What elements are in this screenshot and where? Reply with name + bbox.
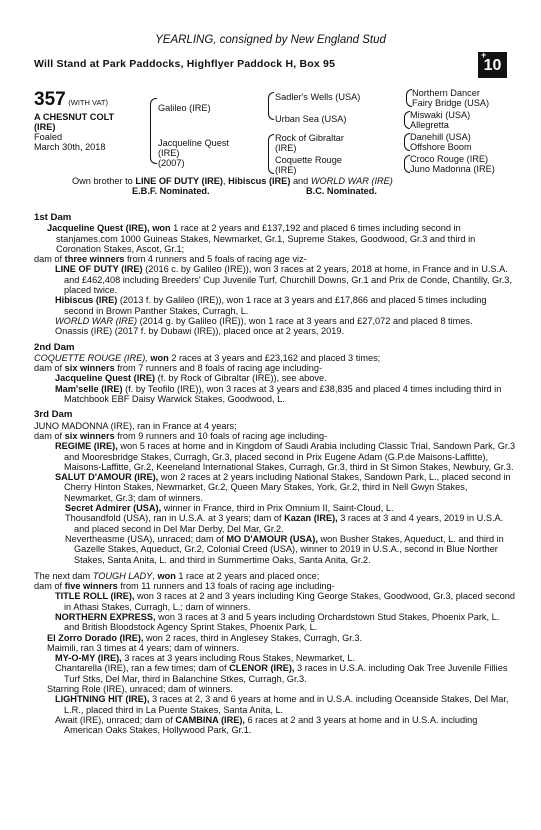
- ggsire-1: Northern Dancer: [412, 88, 480, 98]
- second-dam-name: COQUETTE ROUGE (IRE),: [34, 352, 148, 363]
- lot-number-row: [34, 90, 108, 110]
- produce-title-roll: [34, 591, 516, 612]
- produce-maimili: Maimili, ran 3 times at 4 years; dam of winners.: [47, 642, 239, 653]
- dam-sire-line1: Rock of Gibraltar: [275, 133, 344, 143]
- runners: from 9 runners and 10 foals of racing age including-: [117, 430, 328, 441]
- grandproduce-name: Kazan (IRE),: [284, 513, 338, 524]
- produce-world-war: [34, 316, 516, 326]
- produce-name: LINE OF DUTY (IRE): [55, 264, 143, 275]
- won-label: won: [150, 352, 169, 363]
- produce-text: (2013 f. by Galileo (IRE)), won 1 race at 3 years and £17,866 and placed 5 times including second in Brown Panther Stakes, Curragh, L.: [64, 295, 487, 316]
- produce-text: (f. by Teofilo (IRE)), won 3 races at 3 years and £38,835 and placed 4 times including third in Matchbook EBF Daisy Warwick Stakes, Goodwood, L.: [64, 383, 502, 405]
- produce-name: LIGHTNING HIT (IRE),: [55, 694, 150, 705]
- produce-name: CLENOR (IRE),: [229, 663, 295, 674]
- second-dam-intro: [34, 353, 516, 363]
- tough-lady-summary: [34, 581, 516, 591]
- lot-number: 357: [34, 89, 66, 110]
- first-dam-name: Jacqueline Quest (IRE),: [47, 223, 150, 234]
- produce-northern-express: [34, 612, 516, 633]
- tough-lady-name: TOUGH LADY: [92, 570, 153, 581]
- tough-lady-intro: [34, 571, 516, 581]
- own-brother-prefix: Own brother to: [72, 176, 133, 186]
- runners: from 7 runners and 8 foals of racing age including-: [117, 363, 323, 374]
- vat-note: (WITH VAT): [68, 98, 108, 107]
- runners: from 4 runners and 5 foals of racing age viz-: [126, 254, 307, 265]
- ggsire-2: Miswaki (USA): [410, 110, 471, 120]
- won-label: won: [157, 570, 176, 581]
- page-header: YEARLING, consigned by New England Stud: [155, 34, 386, 46]
- produce-text: won 2 races at 2 years including National Stakes, Sandown Park, L., placed second in Cherry Hinton Stakes, Newmarket, Gr.2, Queen Mary Stakes, York, Gr.2, third in Nell Gwyn Stakes, Newmarket, Gr.3; dam of winners.: [64, 472, 511, 503]
- ebf-nominated: E.B.F. Nominated.: [132, 186, 210, 196]
- foaled-date: March 30th, 2018: [34, 142, 106, 152]
- produce-name: NORTHERN EXPRESS,: [55, 611, 156, 622]
- produce-name: WORLD WAR (IRE): [55, 315, 138, 326]
- produce-text: Await (IRE), unraced; dam of: [55, 714, 173, 725]
- second-dam-heading: 2nd Dam: [34, 341, 75, 353]
- second-dam-text: 2 races at 3 years and £23,162 and placed 3 times;: [171, 352, 381, 363]
- produce-name: Jacqueline Quest (IRE): [55, 373, 156, 384]
- produce-text: won 5 races at home and in Kingdom of Saudi Arabia including Classic Trial, Sandown Park, Gr.3 and Mooresbridge Stakes, Curragh, Gr.3, placed second in Prix Eugene Adam (G.P.de Maisons-Laffitte), Maisons-Laffitte, Gr.2, Keeneland International Stakes, Curragh, Gr.3, third in St Simon Stakes, Newbury, Gr.3.: [64, 441, 516, 472]
- produce-salut: [34, 472, 516, 503]
- own-brother-line: [72, 176, 393, 187]
- tough-lady-pre: The next dam: [34, 570, 91, 581]
- produce-text: 6 races at 2 and 3 years at home and in U.S.A. including American Oaks Stakes, Hollywood Park, Gr.1.: [64, 714, 478, 736]
- dam-line2: (IRE): [158, 148, 180, 158]
- produce-name: REGIME (IRE),: [55, 441, 118, 452]
- dam-of: dam of: [34, 430, 63, 441]
- produce-starring-role: Starring Role (IRE), unraced; dam of winners.: [47, 684, 233, 695]
- produce-name: TITLE ROLL (IRE),: [55, 591, 135, 602]
- ggdam-4: Juno Madonna (IRE): [410, 164, 495, 174]
- third-dam-intro: JUNO MADONNA (IRE), ran in France at 4 years;: [34, 420, 237, 431]
- grandproduce-name: MO D'AMOUR (USA),: [226, 533, 318, 544]
- first-dam-summary: [34, 254, 516, 264]
- produce-name: CAMBINA (IRE),: [175, 714, 245, 725]
- ggdam-2: Allegretta: [410, 120, 449, 130]
- produce-regime: [34, 441, 516, 472]
- ggdam-3: Offshore Boom: [410, 142, 472, 152]
- second-dam-summary: [34, 363, 516, 373]
- produce-jacqueline: [34, 373, 516, 383]
- produce-nevertheasme: [34, 534, 516, 565]
- produce-lightning-hit: [34, 694, 516, 715]
- foaled-label: Foaled: [34, 132, 63, 142]
- produce-line-of-duty: [34, 264, 516, 295]
- produce-text: (2014 g. by Galileo (IRE)), won 1 race at 3 years and £27,072 and placed 8 times.: [139, 315, 473, 326]
- ggsire-4: Croco Rouge (IRE): [410, 154, 489, 164]
- produce-text: 3 races at 2, 3 and 6 years at home and in U.S.A. including Oceanside Stakes, Del Mar, L.R., placed third in La Puente Stakes, Santa Anita, L.: [64, 694, 509, 715]
- produce-el-zorro: [34, 633, 516, 643]
- dam-of: dam of: [34, 363, 63, 374]
- plus-mark-icon: +: [481, 50, 487, 60]
- grandproduce-name: Secret Admirer (USA),: [65, 503, 162, 514]
- pedigree-brace-main: [150, 98, 157, 164]
- sibling-3: WORLD WAR (IRE): [310, 176, 393, 186]
- produce-name: Mam'selle (IRE): [55, 383, 123, 394]
- produce-text: (2016 c. by Galileo (IRE)), won 3 races at 2 years, 2018 at home, in France and in U.S.A. and £462,408 including Breeders' Cup Juvenile Turf, Churchill Downs, Gr.1 and Prix de Conde, Chantilly, Gr.3, placed twice.: [64, 264, 512, 296]
- third-dam-heading: 3rd Dam: [34, 409, 73, 421]
- first-dam-text: 1 race at 2 years and £137,192 and placed 6 times including second in stanjames.com 1000 Guineas Stakes, Newmarket, Gr.1, Supreme Stakes, Goodwood, Gr.3 and third in Coronation Stakes, Ascot, Gr.1;: [56, 223, 476, 254]
- produce-text: (f. by Rock of Gibraltar (IRE)), see above.: [157, 373, 327, 384]
- runners: from 11 runners and 13 foals of racing age including-: [120, 581, 335, 592]
- won-label: won: [152, 223, 171, 234]
- produce-name: MY-O-MY (IRE),: [55, 653, 122, 664]
- produce-record: [34, 207, 516, 736]
- separator-2: and: [292, 176, 309, 186]
- produce-text: won 2 races, third in Anglesey Stakes, Curragh, Gr.3.: [146, 632, 363, 643]
- sibling-2: Hibiscus (IRE): [228, 176, 291, 186]
- produce-mamselle: [34, 384, 516, 405]
- winners-count: six winners: [64, 363, 115, 374]
- sire-sire: Sadler's Wells (USA): [275, 92, 361, 102]
- grandproduce-text: 3 races at 3 and 4 years, 2019 in U.S.A. and placed second in Del Mar Derby, Del Mar, Gr.2.: [74, 513, 504, 534]
- produce-await: [34, 715, 516, 736]
- grandproduce-text: won Busher Stakes, Aqueduct, L. and third in Gazelle Stakes, Aqueduct, Gr.2, Colonial Creed (USA), winner to 2019 in U.S.A., second in Blue Norther Stakes, Santa Anita, L. and third in Summertime Oaks, Santa Anita, Gr.2.: [74, 533, 504, 565]
- grandproduce-text: Thousandfold (USA), ran in U.S.A. at 3 years; dam of: [65, 513, 282, 524]
- dam-of: dam of: [34, 581, 63, 592]
- lot-description: A CHESNUT COLT: [34, 112, 115, 122]
- sire: Galileo (IRE): [158, 103, 211, 113]
- pedigree-brace-dam: [268, 134, 274, 174]
- produce-secret-admirer: [34, 503, 516, 513]
- produce-name: El Zorro Dorado (IRE),: [47, 632, 144, 643]
- stabling-line: Will Stand at Park Paddocks, Highflyer Paddock H, Box 95: [34, 58, 336, 70]
- produce-name: SALUT D'AMOUR (IRE),: [55, 472, 159, 483]
- ggdam-1: Fairy Bridge (USA): [412, 98, 490, 108]
- tough-lady-text: 1 race at 2 years and placed once;: [178, 570, 320, 581]
- tough-lady-sep: ,: [152, 570, 155, 581]
- winners-count: three winners: [64, 254, 125, 265]
- produce-onassis: Onassis (IRE) (2017 f. by Dubawi (IRE)), placed once at 2 years, 2019.: [55, 326, 345, 337]
- produce-my-o-my: [34, 653, 516, 663]
- dam-of: dam of: [34, 254, 63, 265]
- produce-text: won 3 races at 2 and 3 years including King George Stakes, Goodwood, Gr.3, placed second in Athasi Stakes, Curragh, L.; dam of winners.: [64, 591, 515, 612]
- dam-dam-line1: Coquette Rouge: [275, 155, 342, 165]
- winners-count: six winners: [64, 430, 115, 441]
- produce-text: Chantarella (IRE), ran a few times; dam of: [55, 663, 227, 674]
- bc-nominated: B.C. Nominated.: [306, 186, 377, 196]
- first-dam-intro: [34, 223, 516, 254]
- separator-1: ,: [222, 176, 226, 186]
- produce-name: Hibiscus (IRE): [55, 295, 118, 306]
- produce-text: 3 races in U.S.A. including Oak Tree Juvenile Fillies Turf Stks, Del Mar, third in Balanchine Stkes, Curragh, Gr.3.: [64, 663, 508, 684]
- produce-text: 3 races at 3 years including Rous Stakes, Newmarket, L.: [124, 653, 356, 664]
- barn-number: 10: [483, 57, 502, 74]
- winners-count: five winners: [64, 581, 118, 592]
- dam-sire-line2: (IRE): [275, 143, 297, 153]
- produce-thousandfold: [34, 513, 516, 534]
- lot-country: (IRE): [34, 122, 56, 132]
- pedigree-brace-sire: [268, 92, 274, 120]
- lot-badge: [478, 52, 507, 78]
- dam-line1: Jacqueline Quest: [158, 138, 229, 148]
- produce-chantarella: [34, 663, 516, 684]
- produce-hibiscus: [34, 295, 516, 316]
- third-dam-summary: [34, 431, 516, 441]
- ggsire-3: Danehill (USA): [410, 132, 471, 142]
- dam-dam-line2: (IRE): [275, 165, 297, 175]
- sire-dam: Urban Sea (USA): [275, 114, 347, 124]
- first-dam-heading: 1st Dam: [34, 212, 72, 223]
- grandproduce-text: winner in France, third in Prix Omnium II, Saint-Cloud, L.: [163, 503, 394, 514]
- grandproduce-text: Nevertheasme (USA), unraced; dam of: [65, 533, 224, 544]
- produce-text: won 3 races at 3 and 5 years including Orchardstown Stud Stakes, Phoenix Park, L. and British Bloodstock Agency Sprint Stakes, Phoenix Park, L.: [64, 611, 500, 633]
- sibling-1: LINE OF DUTY (IRE): [135, 176, 223, 186]
- dam-year: (2007): [158, 158, 185, 168]
